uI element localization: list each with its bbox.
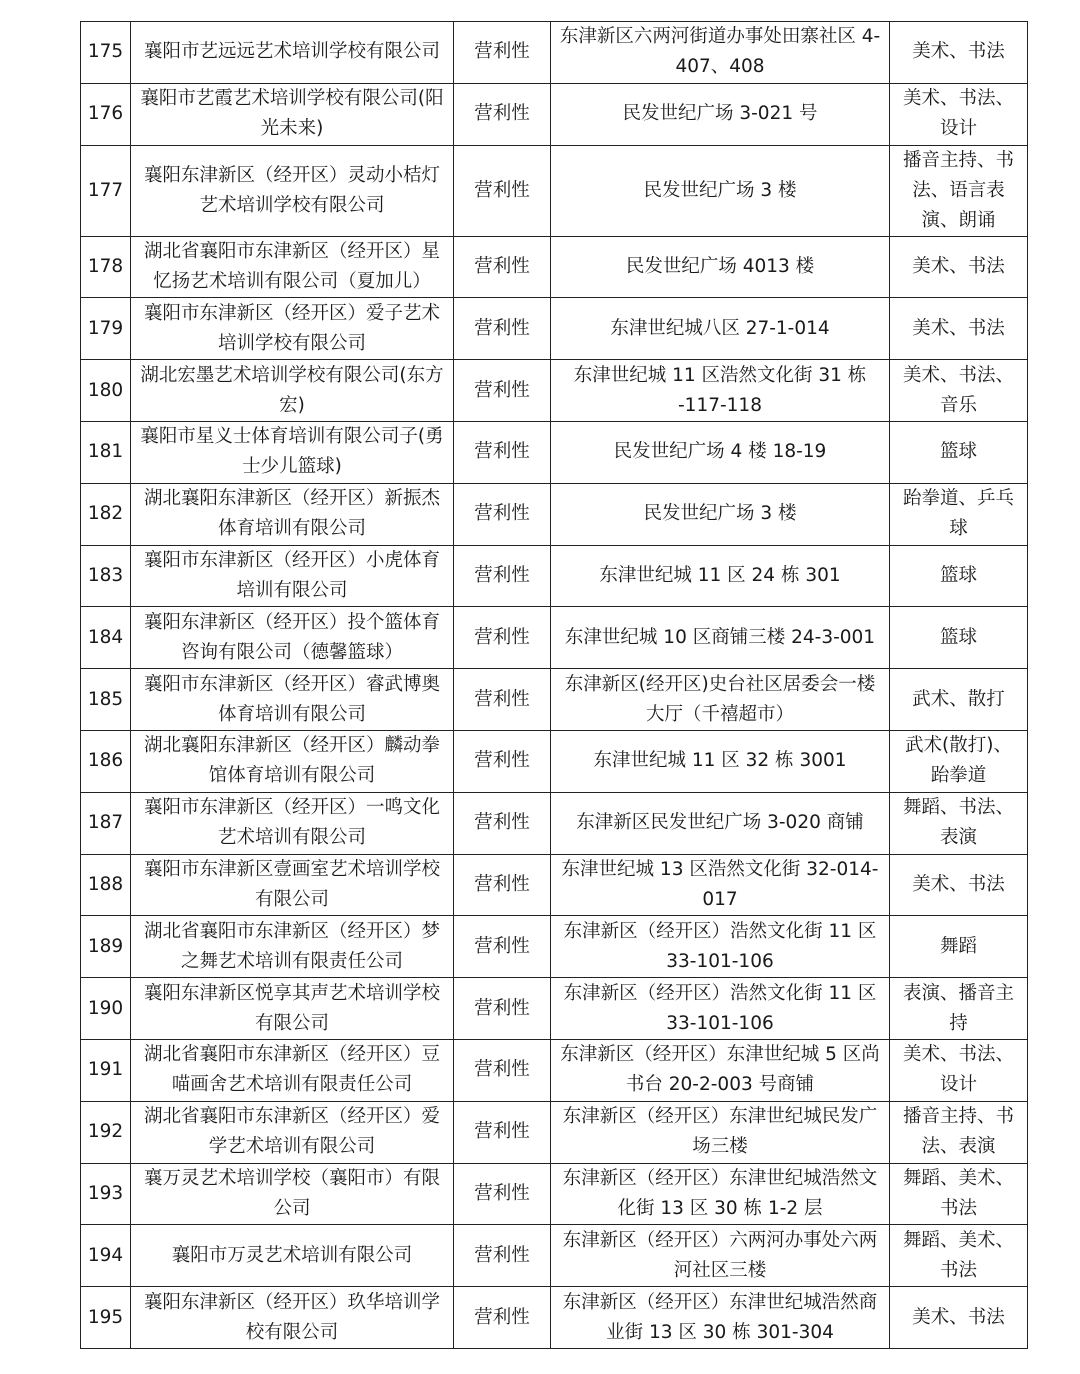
training-subjects: 美术、书法	[890, 22, 1028, 84]
institution-type: 营利性	[454, 483, 551, 545]
row-number: 185	[81, 669, 131, 731]
row-number: 186	[81, 730, 131, 792]
training-subjects: 舞蹈、书法、表演	[890, 792, 1028, 854]
table-row	[81, 145, 1028, 236]
row-number: 176	[81, 83, 131, 145]
institution-name: 湖北省襄阳市东津新区（经开区）豆喵画舍艺术培训有限责任公司	[131, 1039, 454, 1101]
table-row	[81, 545, 1028, 607]
institution-type: 营利性	[454, 236, 551, 298]
training-subjects: 美术、书法	[890, 1287, 1028, 1349]
institution-name: 襄阳东津新区悦享其声艺术培训学校有限公司	[131, 978, 454, 1040]
institution-name: 襄阳市艺远远艺术培训学校有限公司	[131, 22, 454, 84]
training-subjects: 表演、播音主持	[890, 978, 1028, 1040]
institution-address: 东津世纪城 10 区商铺三楼 24-3-001	[551, 607, 890, 669]
institution-address: 民发世纪广场 3-021 号	[551, 83, 890, 145]
table-row	[81, 1225, 1028, 1287]
table-row	[81, 730, 1028, 792]
institution-type: 营利性	[454, 83, 551, 145]
table-row	[81, 360, 1028, 422]
institution-address: 东津新区(经开区)史台社区居委会一楼大厅（千禧超市）	[551, 669, 890, 731]
row-number: 190	[81, 978, 131, 1040]
institution-type: 营利性	[454, 298, 551, 360]
institution-type: 营利性	[454, 1225, 551, 1287]
institution-type: 营利性	[454, 916, 551, 978]
table-row	[81, 298, 1028, 360]
table-row	[81, 1101, 1028, 1163]
training-subjects: 舞蹈、美术、书法	[890, 1225, 1028, 1287]
table-body	[81, 22, 1028, 1349]
row-number: 187	[81, 792, 131, 854]
table-row	[81, 421, 1028, 483]
table-row	[81, 483, 1028, 545]
institution-address: 民发世纪广场 4 楼 18-19	[551, 421, 890, 483]
institution-type: 营利性	[454, 145, 551, 236]
institution-address: 民发世纪广场 3 楼	[551, 145, 890, 236]
institution-type: 营利性	[454, 1287, 551, 1349]
institution-name: 襄阳市东津新区（经开区）爱子艺术培训学校有限公司	[131, 298, 454, 360]
training-subjects: 美术、书法	[890, 298, 1028, 360]
institution-name: 湖北宏墨艺术培训学校有限公司(东方宏)	[131, 360, 454, 422]
institution-type: 营利性	[454, 607, 551, 669]
table-row	[81, 1287, 1028, 1349]
row-number: 181	[81, 421, 131, 483]
institution-address: 东津新区（经开区）六两河办事处六两河社区三楼	[551, 1225, 890, 1287]
institution-name: 襄阳市艺霞艺术培训学校有限公司(阳光未来)	[131, 83, 454, 145]
table-row	[81, 792, 1028, 854]
institution-name: 湖北襄阳东津新区（经开区）麟动拳馆体育培训有限公司	[131, 730, 454, 792]
training-subjects: 播音主持、书法、语言表演、朗诵	[890, 145, 1028, 236]
row-number: 175	[81, 22, 131, 84]
institution-name: 襄阳东津新区（经开区）灵动小桔灯艺术培训学校有限公司	[131, 145, 454, 236]
training-subjects: 美术、书法、音乐	[890, 360, 1028, 422]
table-row	[81, 1039, 1028, 1101]
institution-name: 湖北省襄阳市东津新区（经开区）星忆扬艺术培训有限公司（夏加儿）	[131, 236, 454, 298]
training-subjects: 美术、书法、设计	[890, 1039, 1028, 1101]
institution-address: 东津新区（经开区）浩然文化街 11 区 33-101-106	[551, 978, 890, 1040]
institution-name: 襄阳市东津新区（经开区）睿武博奥体育培训有限公司	[131, 669, 454, 731]
institution-type: 营利性	[454, 22, 551, 84]
institution-address: 东津新区民发世纪广场 3-020 商铺	[551, 792, 890, 854]
table-row	[81, 83, 1028, 145]
row-number: 180	[81, 360, 131, 422]
institution-address: 东津新区（经开区）东津世纪城民发广场三楼	[551, 1101, 890, 1163]
institution-type: 营利性	[454, 978, 551, 1040]
row-number: 178	[81, 236, 131, 298]
table-row	[81, 916, 1028, 978]
institution-address: 东津世纪城 11 区 32 栋 3001	[551, 730, 890, 792]
training-subjects: 美术、书法	[890, 854, 1028, 916]
training-subjects: 篮球	[890, 421, 1028, 483]
row-number: 194	[81, 1225, 131, 1287]
row-number: 183	[81, 545, 131, 607]
row-number: 182	[81, 483, 131, 545]
row-number: 193	[81, 1163, 131, 1225]
institution-address: 东津世纪城八区 27-1-014	[551, 298, 890, 360]
institution-type: 营利性	[454, 545, 551, 607]
institution-address: 东津新区（经开区）浩然文化街 11 区 33-101-106	[551, 916, 890, 978]
institution-name: 襄万灵艺术培训学校（襄阳市）有限公司	[131, 1163, 454, 1225]
training-subjects: 舞蹈、美术、书法	[890, 1163, 1028, 1225]
row-number: 195	[81, 1287, 131, 1349]
training-subjects: 篮球	[890, 545, 1028, 607]
institution-type: 营利性	[454, 1039, 551, 1101]
institution-name: 襄阳市东津新区壹画室艺术培训学校有限公司	[131, 854, 454, 916]
training-subjects: 篮球	[890, 607, 1028, 669]
institution-type: 营利性	[454, 730, 551, 792]
table-row	[81, 236, 1028, 298]
table-row	[81, 1163, 1028, 1225]
table-row	[81, 669, 1028, 731]
institution-type: 营利性	[454, 792, 551, 854]
training-subjects: 武术(散打)、跆拳道	[890, 730, 1028, 792]
institution-address: 民发世纪广场 4013 楼	[551, 236, 890, 298]
institution-name: 襄阳东津新区（经开区）投个篮体育咨询有限公司（德馨篮球）	[131, 607, 454, 669]
institution-type: 营利性	[454, 360, 551, 422]
institution-address: 东津新区六两河街道办事处田寨社区 4-407、408	[551, 22, 890, 84]
row-number: 179	[81, 298, 131, 360]
institution-type: 营利性	[454, 1101, 551, 1163]
training-subjects: 美术、书法	[890, 236, 1028, 298]
row-number: 184	[81, 607, 131, 669]
institution-table	[80, 21, 1028, 1349]
institution-type: 营利性	[454, 421, 551, 483]
institution-name: 湖北襄阳东津新区（经开区）新振杰体育培训有限公司	[131, 483, 454, 545]
training-subjects: 美术、书法、设计	[890, 83, 1028, 145]
institution-address: 东津新区（经开区）东津世纪城浩然文化街 13 区 30 栋 1-2 层	[551, 1163, 890, 1225]
row-number: 192	[81, 1101, 131, 1163]
training-subjects: 播音主持、书法、表演	[890, 1101, 1028, 1163]
institution-name: 襄阳市东津新区（经开区）小虎体育培训有限公司	[131, 545, 454, 607]
training-subjects: 跆拳道、乒乓球	[890, 483, 1028, 545]
row-number: 177	[81, 145, 131, 236]
row-number: 188	[81, 854, 131, 916]
institution-name: 襄阳市万灵艺术培训有限公司	[131, 1225, 454, 1287]
row-number: 189	[81, 916, 131, 978]
table-row	[81, 978, 1028, 1040]
institution-type: 营利性	[454, 1163, 551, 1225]
institution-address: 民发世纪广场 3 楼	[551, 483, 890, 545]
table-row	[81, 607, 1028, 669]
institution-address: 东津世纪城 11 区浩然文化街 31 栋 -117-118	[551, 360, 890, 422]
institution-type: 营利性	[454, 854, 551, 916]
table-row	[81, 854, 1028, 916]
institution-address: 东津世纪城 13 区浩然文化街 32-014-017	[551, 854, 890, 916]
institution-name: 襄阳市东津新区（经开区）一鸣文化艺术培训有限公司	[131, 792, 454, 854]
institution-address: 东津新区（经开区）东津世纪城 5 区尚书台 20-2-003 号商铺	[551, 1039, 890, 1101]
training-subjects: 武术、散打	[890, 669, 1028, 731]
row-number: 191	[81, 1039, 131, 1101]
institution-name: 湖北省襄阳市东津新区（经开区）梦之舞艺术培训有限责任公司	[131, 916, 454, 978]
institution-address: 东津世纪城 11 区 24 栋 301	[551, 545, 890, 607]
training-subjects: 舞蹈	[890, 916, 1028, 978]
institution-type: 营利性	[454, 669, 551, 731]
institution-name: 湖北省襄阳市东津新区（经开区）爱学艺术培训有限公司	[131, 1101, 454, 1163]
institution-address: 东津新区（经开区）东津世纪城浩然商业街 13 区 30 栋 301-304	[551, 1287, 890, 1349]
table-row	[81, 22, 1028, 84]
institution-name: 襄阳东津新区（经开区）玖华培训学校有限公司	[131, 1287, 454, 1349]
institution-name: 襄阳市星义士体育培训有限公司子(勇士少儿篮球)	[131, 421, 454, 483]
